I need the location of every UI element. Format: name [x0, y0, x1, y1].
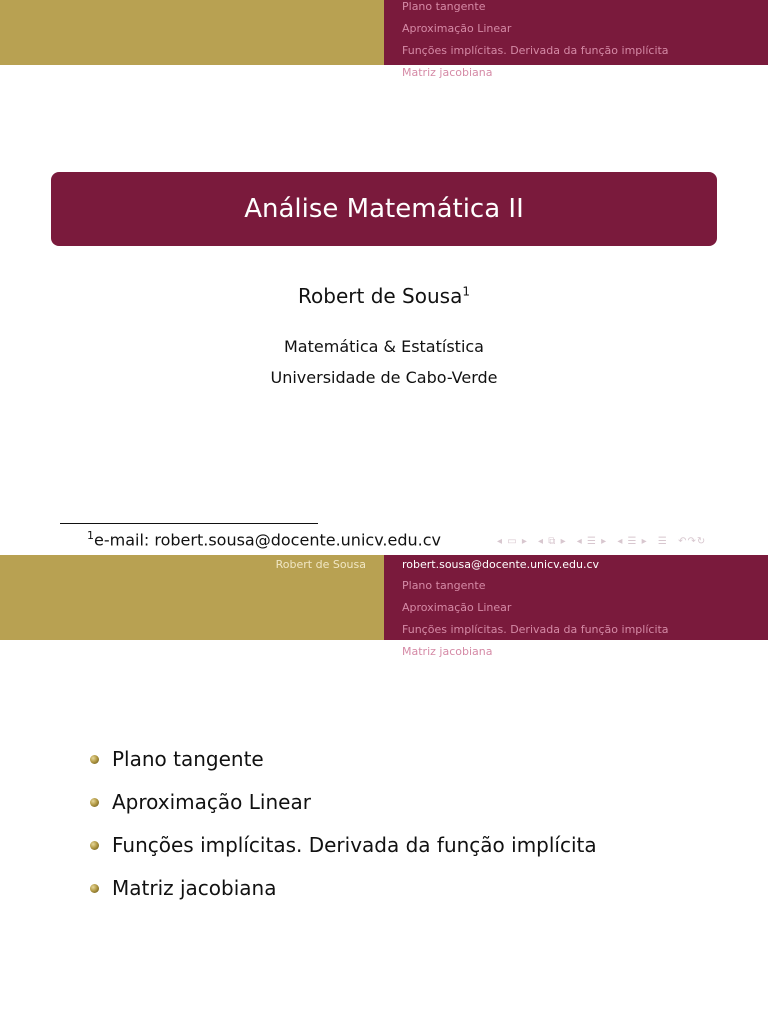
nav-document-icon[interactable]: ◂ ☰ ▸ — [617, 536, 648, 547]
nav-item-aproximacao-linear[interactable]: Aproximação Linear — [402, 22, 512, 35]
bullet-ball-icon — [90, 798, 99, 807]
outline-item — [90, 781, 597, 824]
nav-item-matriz-jacobiana[interactable]: Matriz jacobiana — [402, 66, 493, 79]
outline-item — [90, 738, 597, 781]
second-section-nav — [402, 575, 669, 663]
header-band — [0, 0, 768, 79]
nav-toc-icon[interactable]: ☰ — [657, 536, 668, 547]
nav-back-search-icon[interactable]: ↶↷↻ — [678, 536, 707, 547]
affiliation-department: Matemática & Estatística — [284, 337, 484, 356]
outline-item-text: Funções implícitas. Derivada da função implícita — [112, 833, 597, 857]
footnote-rule — [60, 523, 318, 524]
nav-frame-icon[interactable]: ◂ ▭ ▸ — [497, 536, 528, 547]
outline-item-text: Matriz jacobiana — [112, 876, 277, 900]
header-left-panel — [0, 0, 384, 65]
outline-list — [90, 738, 597, 910]
beamer-navigation-symbols — [497, 536, 712, 547]
presentation-title: Análise Matemática II — [244, 194, 524, 224]
bullet-ball-icon — [90, 884, 99, 893]
nav2-item-funcoes-implicitas[interactable]: Funções implícitas. Derivada da função implícita — [402, 623, 669, 636]
bullet-ball-icon — [90, 755, 99, 764]
header-email: robert.sousa@docente.unicv.edu.cv — [402, 558, 600, 571]
nav2-item-aproximacao-linear[interactable]: Aproximação Linear — [402, 601, 512, 614]
nav-item-plano-tangente[interactable]: Plano tangente — [402, 0, 486, 13]
footnote-mark: 1 — [87, 529, 94, 542]
affiliation-university: Universidade de Cabo-Verde — [270, 368, 498, 387]
outline-item-text: Aproximação Linear — [112, 790, 311, 814]
second-header-band — [0, 555, 768, 658]
footnote-email: e-mail: robert.sousa@docente.unicv.edu.cv — [94, 530, 441, 550]
title-block — [51, 172, 717, 246]
nav-subsection-icon[interactable]: ◂ ⧉ ▸ — [538, 536, 567, 547]
section-nav — [402, 0, 669, 84]
author-name — [0, 284, 768, 308]
author-footnote-mark: 1 — [462, 284, 470, 299]
nav-section-icon[interactable]: ◂ ☰ ▸ — [576, 536, 608, 547]
outline-item-text: Plano tangente — [112, 747, 264, 771]
second-header-left-panel — [0, 555, 384, 640]
outline-item — [90, 867, 597, 910]
bullet-ball-icon — [90, 841, 99, 850]
nav2-item-plano-tangente[interactable]: Plano tangente — [402, 579, 486, 592]
author-text: Robert de Sousa — [298, 284, 463, 308]
outline-item — [90, 824, 597, 867]
nav2-item-matriz-jacobiana[interactable]: Matriz jacobiana — [402, 645, 493, 658]
header-author: Robert de Sousa — [275, 558, 366, 571]
footnote — [87, 529, 441, 549]
nav-item-funcoes-implicitas[interactable]: Funções implícitas. Derivada da função implícita — [402, 44, 669, 57]
